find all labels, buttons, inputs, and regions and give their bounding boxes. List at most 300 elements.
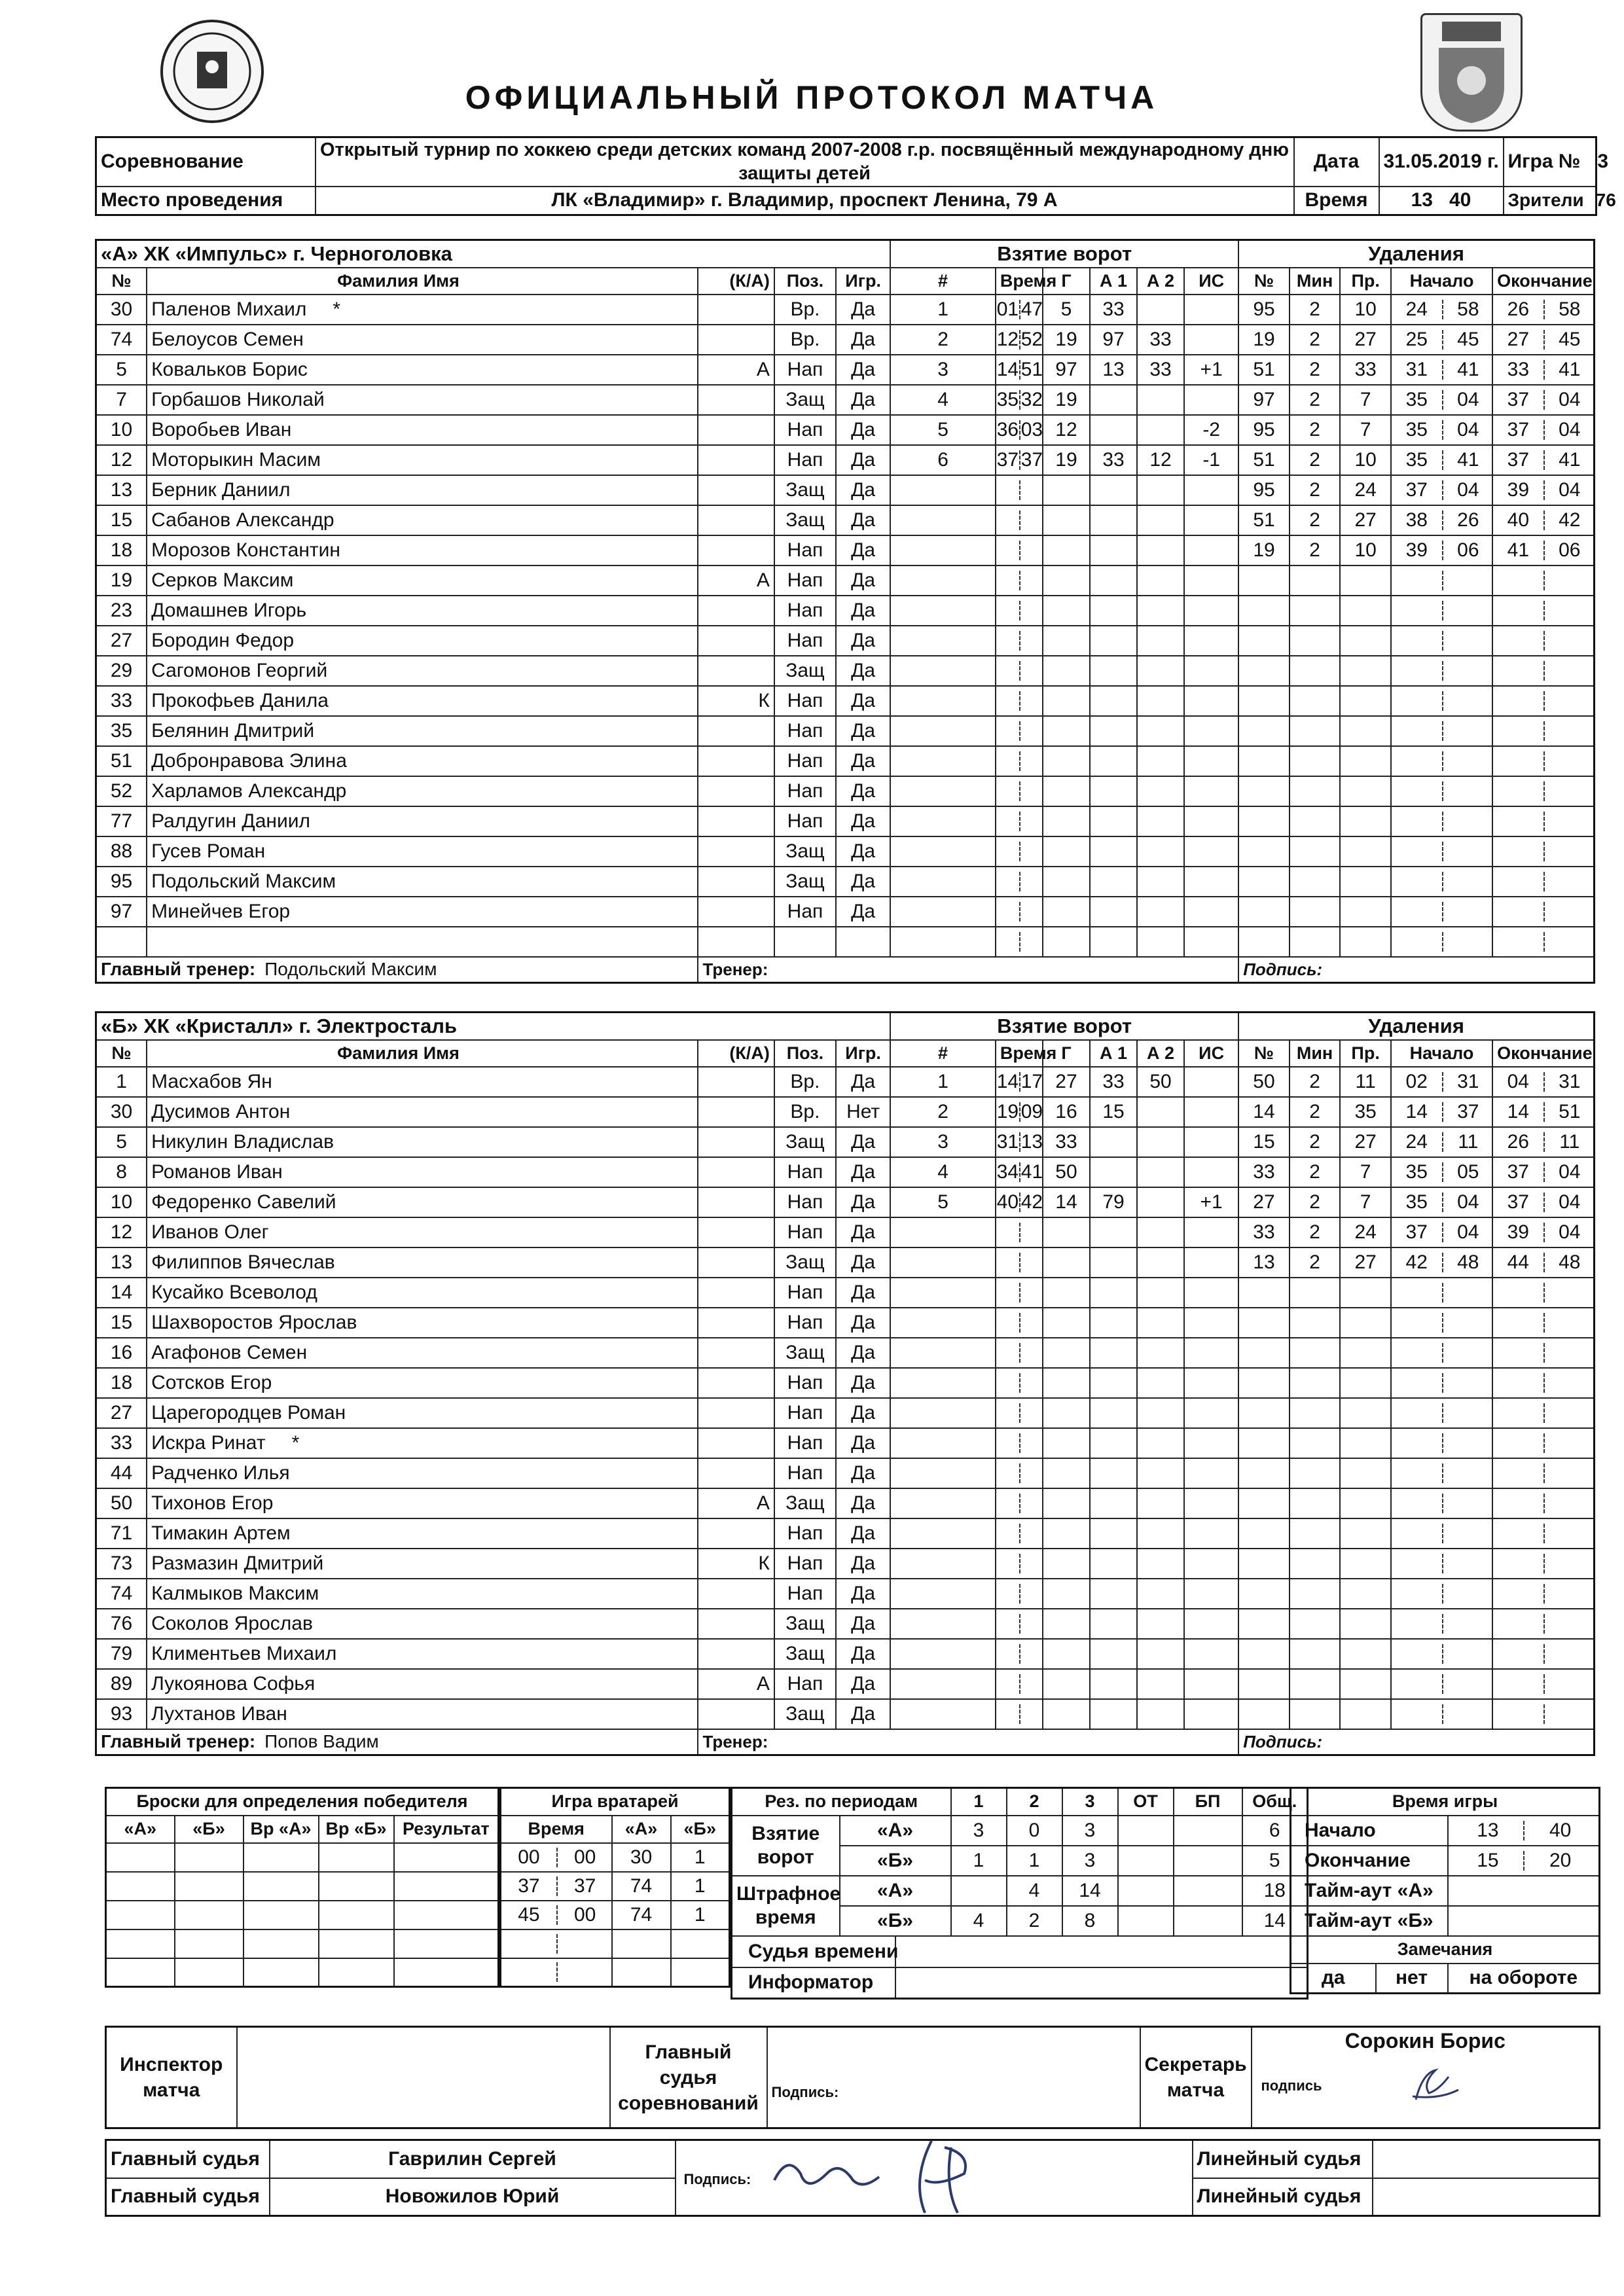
goal-time: [996, 1127, 1043, 1157]
shootout-col-header: Вр «А»: [244, 1816, 319, 1843]
penalty-start: [1391, 1579, 1492, 1609]
player-captain-mark: [698, 295, 774, 325]
penalty-start-minutes: 31: [1405, 358, 1428, 380]
goal-assist-1: [1090, 1669, 1137, 1699]
player-captain-mark: [698, 475, 774, 505]
period-col-header: 1: [951, 1788, 1007, 1816]
player-name-text: Филиппов Вячеслав: [151, 1251, 335, 1273]
player-number: 71: [96, 1518, 147, 1549]
goals-b-period-value: 5: [1242, 1846, 1308, 1876]
goal-assist-2: 50: [1137, 1067, 1184, 1097]
goal-strength: [1184, 1338, 1238, 1368]
player-name-text: Минейчев Егор: [151, 900, 291, 922]
penalty-reason: 7: [1340, 1187, 1391, 1217]
goalie-play-title: Игра вратарей: [501, 1788, 730, 1816]
penalty-start: [1391, 355, 1492, 385]
penalty-reason: [1340, 686, 1391, 716]
player-position: Нап: [774, 897, 836, 927]
penalty-start-seconds: [1442, 1343, 1494, 1363]
penalty-start-seconds: [1442, 1463, 1494, 1483]
penalty-start-seconds: 06: [1442, 541, 1494, 560]
penalty-start-minutes: 24: [1405, 1130, 1428, 1153]
goal-index: [890, 1518, 996, 1549]
penalty-start-seconds: 41: [1442, 450, 1494, 470]
penalty-player: [1238, 1639, 1290, 1669]
player-played: Да: [836, 565, 890, 596]
goalie-change-time: [501, 1843, 612, 1872]
penalty-reason: 35: [1340, 1097, 1391, 1127]
penalty-player: [1238, 686, 1290, 716]
player-played: Да: [836, 1458, 890, 1488]
player-name-text: Дусимов Антон: [151, 1100, 291, 1122]
timeout-b-label: Тайм-аут «Б»: [1291, 1906, 1448, 1936]
penalty-start-minutes: 42: [1405, 1251, 1428, 1273]
goal-index: [890, 1278, 996, 1308]
goal-time-minutes: [996, 691, 1019, 711]
player-number: 1: [96, 1067, 147, 1097]
player-played: Да: [836, 776, 890, 806]
penalty-player: [1238, 626, 1290, 656]
penalty-end: [1492, 1488, 1594, 1518]
penalty-player: [1238, 656, 1290, 686]
penalty-end-minutes: [1493, 902, 1543, 922]
player-number: 77: [96, 806, 147, 836]
penalty-end-minutes: 37: [1507, 448, 1530, 471]
goal-assist-2: [1137, 1368, 1184, 1398]
remarks-no: нет: [1376, 1964, 1448, 1994]
player-position: Защ: [774, 1127, 836, 1157]
player-played: Да: [836, 415, 890, 445]
goalie-change-time: [501, 1958, 612, 1987]
goal-assist-1: [1090, 927, 1137, 957]
penalty-end-seconds: 04: [1543, 480, 1595, 500]
shootout-col-header: «Б»: [175, 1816, 244, 1843]
player-number: 97: [96, 897, 147, 927]
goal-scorer: [1043, 626, 1090, 656]
goal-assist-1: 13: [1090, 355, 1137, 385]
player-played: Нет: [836, 1097, 890, 1127]
penalty-minutes: [1290, 596, 1341, 626]
penalty-start-minutes: [1392, 631, 1442, 651]
table-row: [732, 1876, 1308, 1906]
penalty-start-seconds: [1442, 932, 1494, 952]
goal-scorer: [1043, 1579, 1090, 1609]
player-name: [147, 1518, 698, 1549]
table-row: [96, 716, 1595, 746]
penalty-player: 95: [1238, 415, 1290, 445]
player-position: Нап: [774, 806, 836, 836]
penalty-start-seconds: [1442, 1644, 1494, 1664]
player-number: 29: [96, 656, 147, 686]
penalty-start: [1391, 1549, 1492, 1579]
penalty-start-seconds: [1442, 1554, 1494, 1573]
goal-time: [996, 776, 1043, 806]
player-name-text: Агафонов Семен: [151, 1341, 308, 1363]
goal-time: [996, 716, 1043, 746]
player-played: Да: [836, 1549, 890, 1579]
team_a-goal-scorer-header: Г: [1043, 268, 1090, 295]
penalty-player: [1238, 836, 1290, 867]
goals-b-period-value: 1: [951, 1846, 1007, 1876]
penalty-end-seconds: [1543, 1463, 1595, 1483]
player-name-text: Подольский Максим: [151, 870, 336, 892]
pim-b-period-value: 14: [1242, 1906, 1308, 1936]
secretary-name: Сорокин Борис: [1344, 2029, 1506, 2053]
player-played: Да: [836, 505, 890, 535]
penalty-end: [1492, 385, 1594, 415]
player-name: [147, 1398, 698, 1428]
goal-assist-2: [1137, 897, 1184, 927]
player-captain-mark: [698, 535, 774, 565]
spectators-label: Зрители: [1507, 190, 1584, 211]
player-number: 10: [96, 415, 147, 445]
penalty-end: [1492, 806, 1594, 836]
player-name-text: Радченко Илья: [151, 1462, 290, 1484]
penalty-minutes: [1290, 836, 1341, 867]
player-number: [96, 927, 147, 957]
goal-time: [996, 927, 1043, 957]
goal-strength: [1184, 1278, 1238, 1308]
goal-strength: +1: [1184, 1187, 1238, 1217]
penalty-start-minutes: [1392, 1584, 1442, 1604]
chief-judge-signature-label: Подпись:: [771, 2084, 839, 2100]
goal-strength: [1184, 1488, 1238, 1518]
goal-assist-1: [1090, 1338, 1137, 1368]
penalty-player: [1238, 746, 1290, 776]
player-position: Нап: [774, 415, 836, 445]
goal-assist-2: [1137, 686, 1184, 716]
goal-time-minutes: 31: [996, 1130, 1019, 1153]
goal-index: [890, 1217, 996, 1247]
player-name: [147, 686, 698, 716]
player-position: Защ: [774, 656, 836, 686]
goal-index: [890, 475, 996, 505]
penalty-start: [1391, 1609, 1492, 1639]
player-position: Нап: [774, 1549, 836, 1579]
penalty-minutes: 2: [1290, 1187, 1341, 1217]
penalty-reason: 27: [1340, 325, 1391, 355]
goal-time-seconds: 03: [1019, 420, 1043, 440]
penalty-reason: 27: [1340, 505, 1391, 535]
table-row: [96, 1278, 1595, 1308]
goal-index: [890, 1669, 996, 1699]
player-position: Защ: [774, 1609, 836, 1639]
penalty-end: [1492, 1699, 1594, 1729]
goal-time-minutes: [996, 541, 1019, 560]
team_b-signature: Подпись:: [1238, 1729, 1594, 1755]
penalty-player: 33: [1238, 1217, 1290, 1247]
penalty-end-seconds: [1543, 872, 1595, 891]
penalty-reason: [1340, 1458, 1391, 1488]
penalty-end-seconds: [1543, 932, 1595, 952]
penalty-minutes: 2: [1290, 505, 1341, 535]
team_a-assist1-header: А 1: [1090, 268, 1137, 295]
penalty-end-minutes: 39: [1507, 478, 1530, 501]
penalty-start-seconds: 04: [1442, 390, 1494, 410]
penalty-end-seconds: [1543, 1433, 1595, 1453]
goal-strength: [1184, 626, 1238, 656]
team_a-played-header: Игр.: [836, 268, 890, 295]
player-played: Да: [836, 1488, 890, 1518]
goal-time: [996, 1398, 1043, 1428]
team_a-strength-header: ИС: [1184, 268, 1238, 295]
goal-index: 3: [890, 355, 996, 385]
table-row: [96, 1609, 1595, 1639]
player-name-text: Белянин Дмитрий: [151, 719, 315, 742]
player-name: [147, 1368, 698, 1398]
player-captain-mark: [698, 1639, 774, 1669]
penalty-player: 33: [1238, 1157, 1290, 1187]
goal-time-seconds: [1019, 511, 1043, 530]
penalty-end-seconds: [1543, 1313, 1595, 1333]
goal-time: [996, 1067, 1043, 1097]
penalty-end: [1492, 1518, 1594, 1549]
penalty-minutes: 2: [1290, 475, 1341, 505]
penalty-player: 19: [1238, 325, 1290, 355]
penalty-start: [1391, 746, 1492, 776]
team_a-penalty-player-header: №: [1238, 268, 1290, 295]
penalty-start: [1391, 1338, 1492, 1368]
goal-time: [996, 656, 1043, 686]
goal-time-seconds: [1019, 601, 1043, 620]
player-position: Нап: [774, 1518, 836, 1549]
spectators: [1504, 187, 1616, 215]
player-position: Нап: [774, 1278, 836, 1308]
goalie-change-minutes: 37: [518, 1874, 540, 1897]
goal-index: [890, 1549, 996, 1579]
table-row: [96, 656, 1595, 686]
goal-index: [890, 1247, 996, 1278]
player-number: 10: [96, 1187, 147, 1217]
goal-index: [890, 656, 996, 686]
goal-time-seconds: [1019, 1283, 1043, 1302]
goal-strength: [1184, 1699, 1238, 1729]
penalty-start: [1391, 385, 1492, 415]
player-played: [836, 927, 890, 957]
player-number: 12: [96, 1217, 147, 1247]
goal-index: [890, 1338, 996, 1368]
player-name-text: Шахворостов Ярослав: [151, 1311, 357, 1333]
goal-scorer: 14: [1043, 1187, 1090, 1217]
goal-time: [996, 1278, 1043, 1308]
team_b-played-header: Игр.: [836, 1040, 890, 1067]
penalty-minutes: [1290, 1398, 1341, 1428]
goal-assist-2: [1137, 415, 1184, 445]
game-start-hour: 13: [1477, 1819, 1499, 1841]
player-captain-mark: [698, 505, 774, 535]
penalty-end: [1492, 475, 1594, 505]
goal-scorer: 16: [1043, 1097, 1090, 1127]
goal-assist-2: [1137, 1488, 1184, 1518]
player-name: [147, 746, 698, 776]
goal-time-seconds: 41: [1019, 1162, 1043, 1182]
penalty-end-minutes: 41: [1507, 539, 1530, 561]
penalty-start: [1391, 836, 1492, 867]
period-col-header: Общ.: [1242, 1788, 1308, 1816]
penalty-start-minutes: [1392, 691, 1442, 711]
goal-strength: [1184, 1157, 1238, 1187]
goal-scorer: [1043, 1247, 1090, 1278]
penalty-end-minutes: [1493, 1674, 1543, 1694]
penalty-end-seconds: [1543, 1494, 1595, 1513]
goal-time: [996, 1699, 1043, 1729]
goal-strength: [1184, 325, 1238, 355]
goal-time: [996, 505, 1043, 535]
goal-scorer: [1043, 1217, 1090, 1247]
penalty-player: [1238, 1579, 1290, 1609]
penalty-player: 51: [1238, 505, 1290, 535]
player-name: [147, 325, 698, 355]
player-position: Нап: [774, 1187, 836, 1217]
penalty-end: [1492, 505, 1594, 535]
goal-assist-1: [1090, 836, 1137, 867]
penalty-start-minutes: [1392, 932, 1442, 952]
player-played: Да: [836, 355, 890, 385]
goalie-time-header: Время: [501, 1816, 612, 1843]
player-number: 76: [96, 1609, 147, 1639]
penalty-reason: 27: [1340, 1127, 1391, 1157]
team_b-penalty-end-header: Окончание: [1492, 1040, 1594, 1067]
goal-assist-1: [1090, 1308, 1137, 1338]
goal-index: [890, 1488, 996, 1518]
goal-assist-1: [1090, 686, 1137, 716]
table-row: [96, 325, 1595, 355]
goal-scorer: [1043, 1518, 1090, 1549]
penalty-end-minutes: 33: [1507, 358, 1530, 380]
goal-time-seconds: [1019, 1343, 1043, 1363]
goal-index: [890, 505, 996, 535]
player-number: 23: [96, 596, 147, 626]
team-b-label: «Б»: [840, 1846, 951, 1876]
team_a-goal-index-header: #: [890, 268, 996, 295]
goal-time-minutes: [996, 1403, 1019, 1423]
penalty-start: [1391, 626, 1492, 656]
player-position: [774, 927, 836, 957]
goal-strength: [1184, 1368, 1238, 1398]
table-row: [96, 1338, 1595, 1368]
table-row: [96, 1639, 1595, 1669]
penalty-end-seconds: [1543, 842, 1595, 861]
penalty-player: [1238, 1669, 1290, 1699]
goal-time-minutes: [996, 812, 1019, 831]
penalty-player: 14: [1238, 1097, 1290, 1127]
goal-index: [890, 716, 996, 746]
penalty-end: [1492, 325, 1594, 355]
penalty-end-minutes: [1493, 842, 1543, 861]
penalty-end: [1492, 535, 1594, 565]
head-coach-label: Главный тренер:: [101, 1731, 256, 1752]
penalty-start-seconds: [1442, 1674, 1494, 1694]
player-name: [147, 1639, 698, 1669]
penalty-minutes: [1290, 1308, 1341, 1338]
team_b-goals-title: Взятие ворот: [890, 1013, 1238, 1040]
player-name-text: Добронравова Элина: [151, 749, 347, 772]
goal-time-seconds: [1019, 781, 1043, 801]
goal-assist-2: [1137, 1157, 1184, 1187]
goal-assist-2: [1137, 1308, 1184, 1338]
date-label: Дата: [1294, 137, 1379, 187]
penalty-end-seconds: [1543, 1614, 1595, 1634]
penalty-player: [1238, 1428, 1290, 1458]
penalty-minutes: 2: [1290, 325, 1341, 355]
goalie-play-table: [499, 1787, 731, 1988]
goal-scorer: 19: [1043, 445, 1090, 475]
goal-scorer: 5: [1043, 295, 1090, 325]
goal-scorer: [1043, 505, 1090, 535]
game-number-value: 3: [1597, 151, 1609, 173]
goal-time-seconds: [1019, 932, 1043, 952]
player-name-text: Паленов Михаил: [151, 298, 307, 320]
table-row: [96, 1518, 1595, 1549]
penalty-end-seconds: 42: [1543, 511, 1595, 530]
penalty-start-seconds: [1442, 872, 1494, 891]
goal-assist-1: [1090, 475, 1137, 505]
goal-index: [890, 1428, 996, 1458]
player-name: [147, 565, 698, 596]
penalty-end-seconds: [1543, 1373, 1595, 1393]
penalty-start-seconds: 11: [1442, 1132, 1494, 1152]
penalty-minutes: [1290, 1278, 1341, 1308]
goal-time-seconds: [1019, 1674, 1043, 1694]
team_b-goal-time-header: Время: [996, 1040, 1043, 1067]
player-captain-mark: [698, 445, 774, 475]
penalty-start-seconds: 41: [1442, 360, 1494, 380]
penalty-reason: 7: [1340, 1157, 1391, 1187]
pim-b-period-value: [1118, 1906, 1174, 1936]
penalty-start-minutes: [1392, 1283, 1442, 1302]
penalty-end-seconds: [1543, 812, 1595, 831]
goal-scorer: [1043, 565, 1090, 596]
goal-time-minutes: [996, 631, 1019, 651]
penalty-start: [1391, 1458, 1492, 1488]
penalty-reason: [1340, 776, 1391, 806]
penalty-minutes: 2: [1290, 1067, 1341, 1097]
player-name: [147, 716, 698, 746]
player-number: 27: [96, 626, 147, 656]
penalty-player: 19: [1238, 535, 1290, 565]
goalie-change-seconds: 00: [556, 1848, 613, 1867]
player-name-text: Лухтанов Иван: [151, 1702, 287, 1725]
penalty-end-minutes: [1493, 1463, 1543, 1483]
penalty-minutes: 2: [1290, 295, 1341, 325]
player-position: Нап: [774, 445, 836, 475]
table-row: [96, 1157, 1595, 1187]
goal-scorer: [1043, 1639, 1090, 1669]
player-played: Да: [836, 1669, 890, 1699]
player-captain-mark: А: [698, 1488, 774, 1518]
penalty-start: [1391, 776, 1492, 806]
penalty-reason: [1340, 1639, 1391, 1669]
goal-index: [890, 1639, 996, 1669]
player-name: [147, 626, 698, 656]
player-number: 27: [96, 1398, 147, 1428]
penalty-end: [1492, 686, 1594, 716]
penalty-minutes: [1290, 716, 1341, 746]
player-position: Нап: [774, 1428, 836, 1458]
penalty-end-seconds: [1543, 902, 1595, 922]
penalty-player: [1238, 1549, 1290, 1579]
goal-scorer: [1043, 1488, 1090, 1518]
goal-index: [890, 535, 996, 565]
pim-label: Штрафное время: [732, 1876, 840, 1936]
penalty-end-minutes: [1493, 812, 1543, 831]
player-captain-mark: [698, 1699, 774, 1729]
player-name-text: Ралдугин Даниил: [151, 810, 310, 832]
penalty-reason: 10: [1340, 535, 1391, 565]
player-played: Да: [836, 1187, 890, 1217]
player-played: Да: [836, 1338, 890, 1368]
goal-strength: [1184, 475, 1238, 505]
